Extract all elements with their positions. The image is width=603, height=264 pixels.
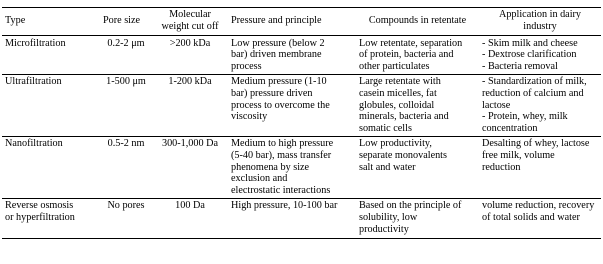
- header-pressure: [228, 8, 356, 36]
- header-application: [479, 8, 601, 36]
- cell-line: 0.5-2 nm: [107, 137, 145, 149]
- cell-line: Medium to high pressure: [231, 137, 334, 149]
- cell-mwco: [152, 136, 228, 198]
- cell-line: free milk, volume: [482, 149, 555, 161]
- cell-line: Based on the principle of: [359, 199, 462, 211]
- cell-mwco: [152, 35, 228, 74]
- header-molecular-weight-line-2: weight cut off: [161, 20, 219, 32]
- cell-application: [479, 136, 601, 198]
- cell-line: - Bacteria removal: [482, 61, 558, 73]
- cell-application: [479, 198, 601, 238]
- membrane-filtration-table: [2, 7, 601, 239]
- cell-line: - Standardization of milk,: [482, 75, 587, 87]
- cell-mwco: [152, 198, 228, 238]
- cell-line: electrostatic interactions: [231, 185, 331, 197]
- header-retentate: [356, 8, 479, 36]
- cell-line: lactose: [482, 99, 511, 111]
- cell-line: 1-200 kDa: [168, 75, 212, 87]
- cell-line: bar) pressure driven: [231, 87, 313, 99]
- table-header: [2, 8, 601, 36]
- cell-line: exclusion and: [231, 173, 288, 185]
- cell-line: - Dextrose clarification: [482, 49, 577, 61]
- cell-pore-size: [100, 74, 152, 136]
- cell-line: minerals, bacteria and: [359, 111, 449, 123]
- cell-line: process: [231, 61, 262, 73]
- cell-type: [2, 35, 100, 74]
- cell-line: Low pressure (below 2: [231, 37, 325, 49]
- cell-line: Microfiltration: [5, 37, 66, 49]
- cell-line: concentration: [482, 123, 538, 135]
- cell-mwco: [152, 74, 228, 136]
- header-pore-size-line: Pore size: [103, 14, 141, 26]
- cell-line: globules, colloidal: [359, 99, 435, 111]
- header-application-line-1: Application in dairy: [498, 9, 582, 20]
- cell-pore-size: [100, 136, 152, 198]
- cell-line: >200 kDa: [169, 37, 211, 49]
- cell-retentate: [356, 136, 479, 198]
- cell-line: Nanofiltration: [5, 137, 63, 149]
- cell-line: (5-40 bar), mass transfer: [231, 149, 332, 161]
- cell-pressure: [228, 136, 356, 198]
- cell-line: of protein, bacteria and: [359, 49, 454, 61]
- header-type: [2, 8, 100, 36]
- cell-line: process to overcome the: [231, 99, 330, 111]
- cell-application: [479, 35, 601, 74]
- table-row-nanofiltration: [2, 136, 601, 198]
- cell-type: [2, 198, 100, 238]
- cell-line: solubility, low: [359, 211, 418, 223]
- cell-pressure: [228, 74, 356, 136]
- cell-line: 300-1,000 Da: [161, 137, 219, 149]
- cell-line: Low retentate, separation: [359, 37, 463, 49]
- cell-line: 0.2-2 μm: [107, 37, 145, 49]
- cell-line: Reverse osmosis: [5, 199, 74, 211]
- cell-line: bar) driven membrane: [231, 49, 322, 61]
- header-molecular-weight-line-1: Molecular: [169, 9, 211, 20]
- cell-type: [2, 136, 100, 198]
- cell-retentate: [356, 198, 479, 238]
- header-molecular-weight: [152, 8, 228, 36]
- cell-line: or hyperfiltration: [5, 211, 75, 223]
- cell-pore-size: [100, 198, 152, 238]
- cell-line: casein micelles, fat: [359, 87, 437, 99]
- cell-pressure: [228, 35, 356, 74]
- cell-pressure: [228, 198, 356, 238]
- cell-line: separate monovalents: [359, 149, 447, 161]
- cell-line: Low productivity,: [359, 137, 432, 149]
- cell-line: Large retentate with: [359, 75, 441, 87]
- table-body: [2, 35, 601, 239]
- cell-line: viscosity: [231, 111, 268, 123]
- cell-line: reduction: [482, 161, 521, 173]
- cell-line: reduction of calcium and: [482, 87, 584, 99]
- table-row-reverse-osmosis: [2, 198, 601, 238]
- cell-line: Desalting of whey, lactose: [482, 137, 590, 149]
- cell-line: productivity: [359, 223, 409, 235]
- cell-line: High pressure, 10-100 bar: [231, 199, 338, 211]
- cell-retentate: [356, 74, 479, 136]
- cell-line: of total solids and water: [482, 211, 580, 223]
- header-retentate-line: Compounds in retentate: [368, 14, 467, 26]
- cell-retentate: [356, 35, 479, 74]
- header-type-line: Type: [5, 14, 26, 26]
- cell-line: other particulates: [359, 61, 430, 73]
- cell-line: phenomena by size: [231, 161, 310, 173]
- table-row-ultrafiltration: [2, 74, 601, 136]
- cell-pore-size: [100, 35, 152, 74]
- header-pressure-line: Pressure and principle: [231, 14, 322, 26]
- table-row-microfiltration: [2, 35, 601, 74]
- cell-line: 1-500 μm: [106, 75, 146, 87]
- cell-line: volume reduction, recovery: [482, 199, 595, 211]
- cell-line: salt and water: [359, 161, 416, 173]
- cell-line: - Skim milk and cheese: [482, 37, 578, 49]
- header-row: [2, 8, 601, 36]
- cell-line: 100 Da: [175, 199, 205, 211]
- cell-line: - Protein, whey, milk: [482, 111, 568, 123]
- cell-line: No pores: [107, 199, 145, 211]
- cell-line: somatic cells: [359, 123, 412, 135]
- cell-application: [479, 74, 601, 136]
- cell-line: Medium pressure (1-10: [231, 75, 327, 87]
- cell-type: [2, 74, 100, 136]
- cell-line: Ultrafiltration: [5, 75, 62, 87]
- header-application-line-2: industry: [523, 20, 557, 32]
- header-pore-size: [100, 8, 152, 36]
